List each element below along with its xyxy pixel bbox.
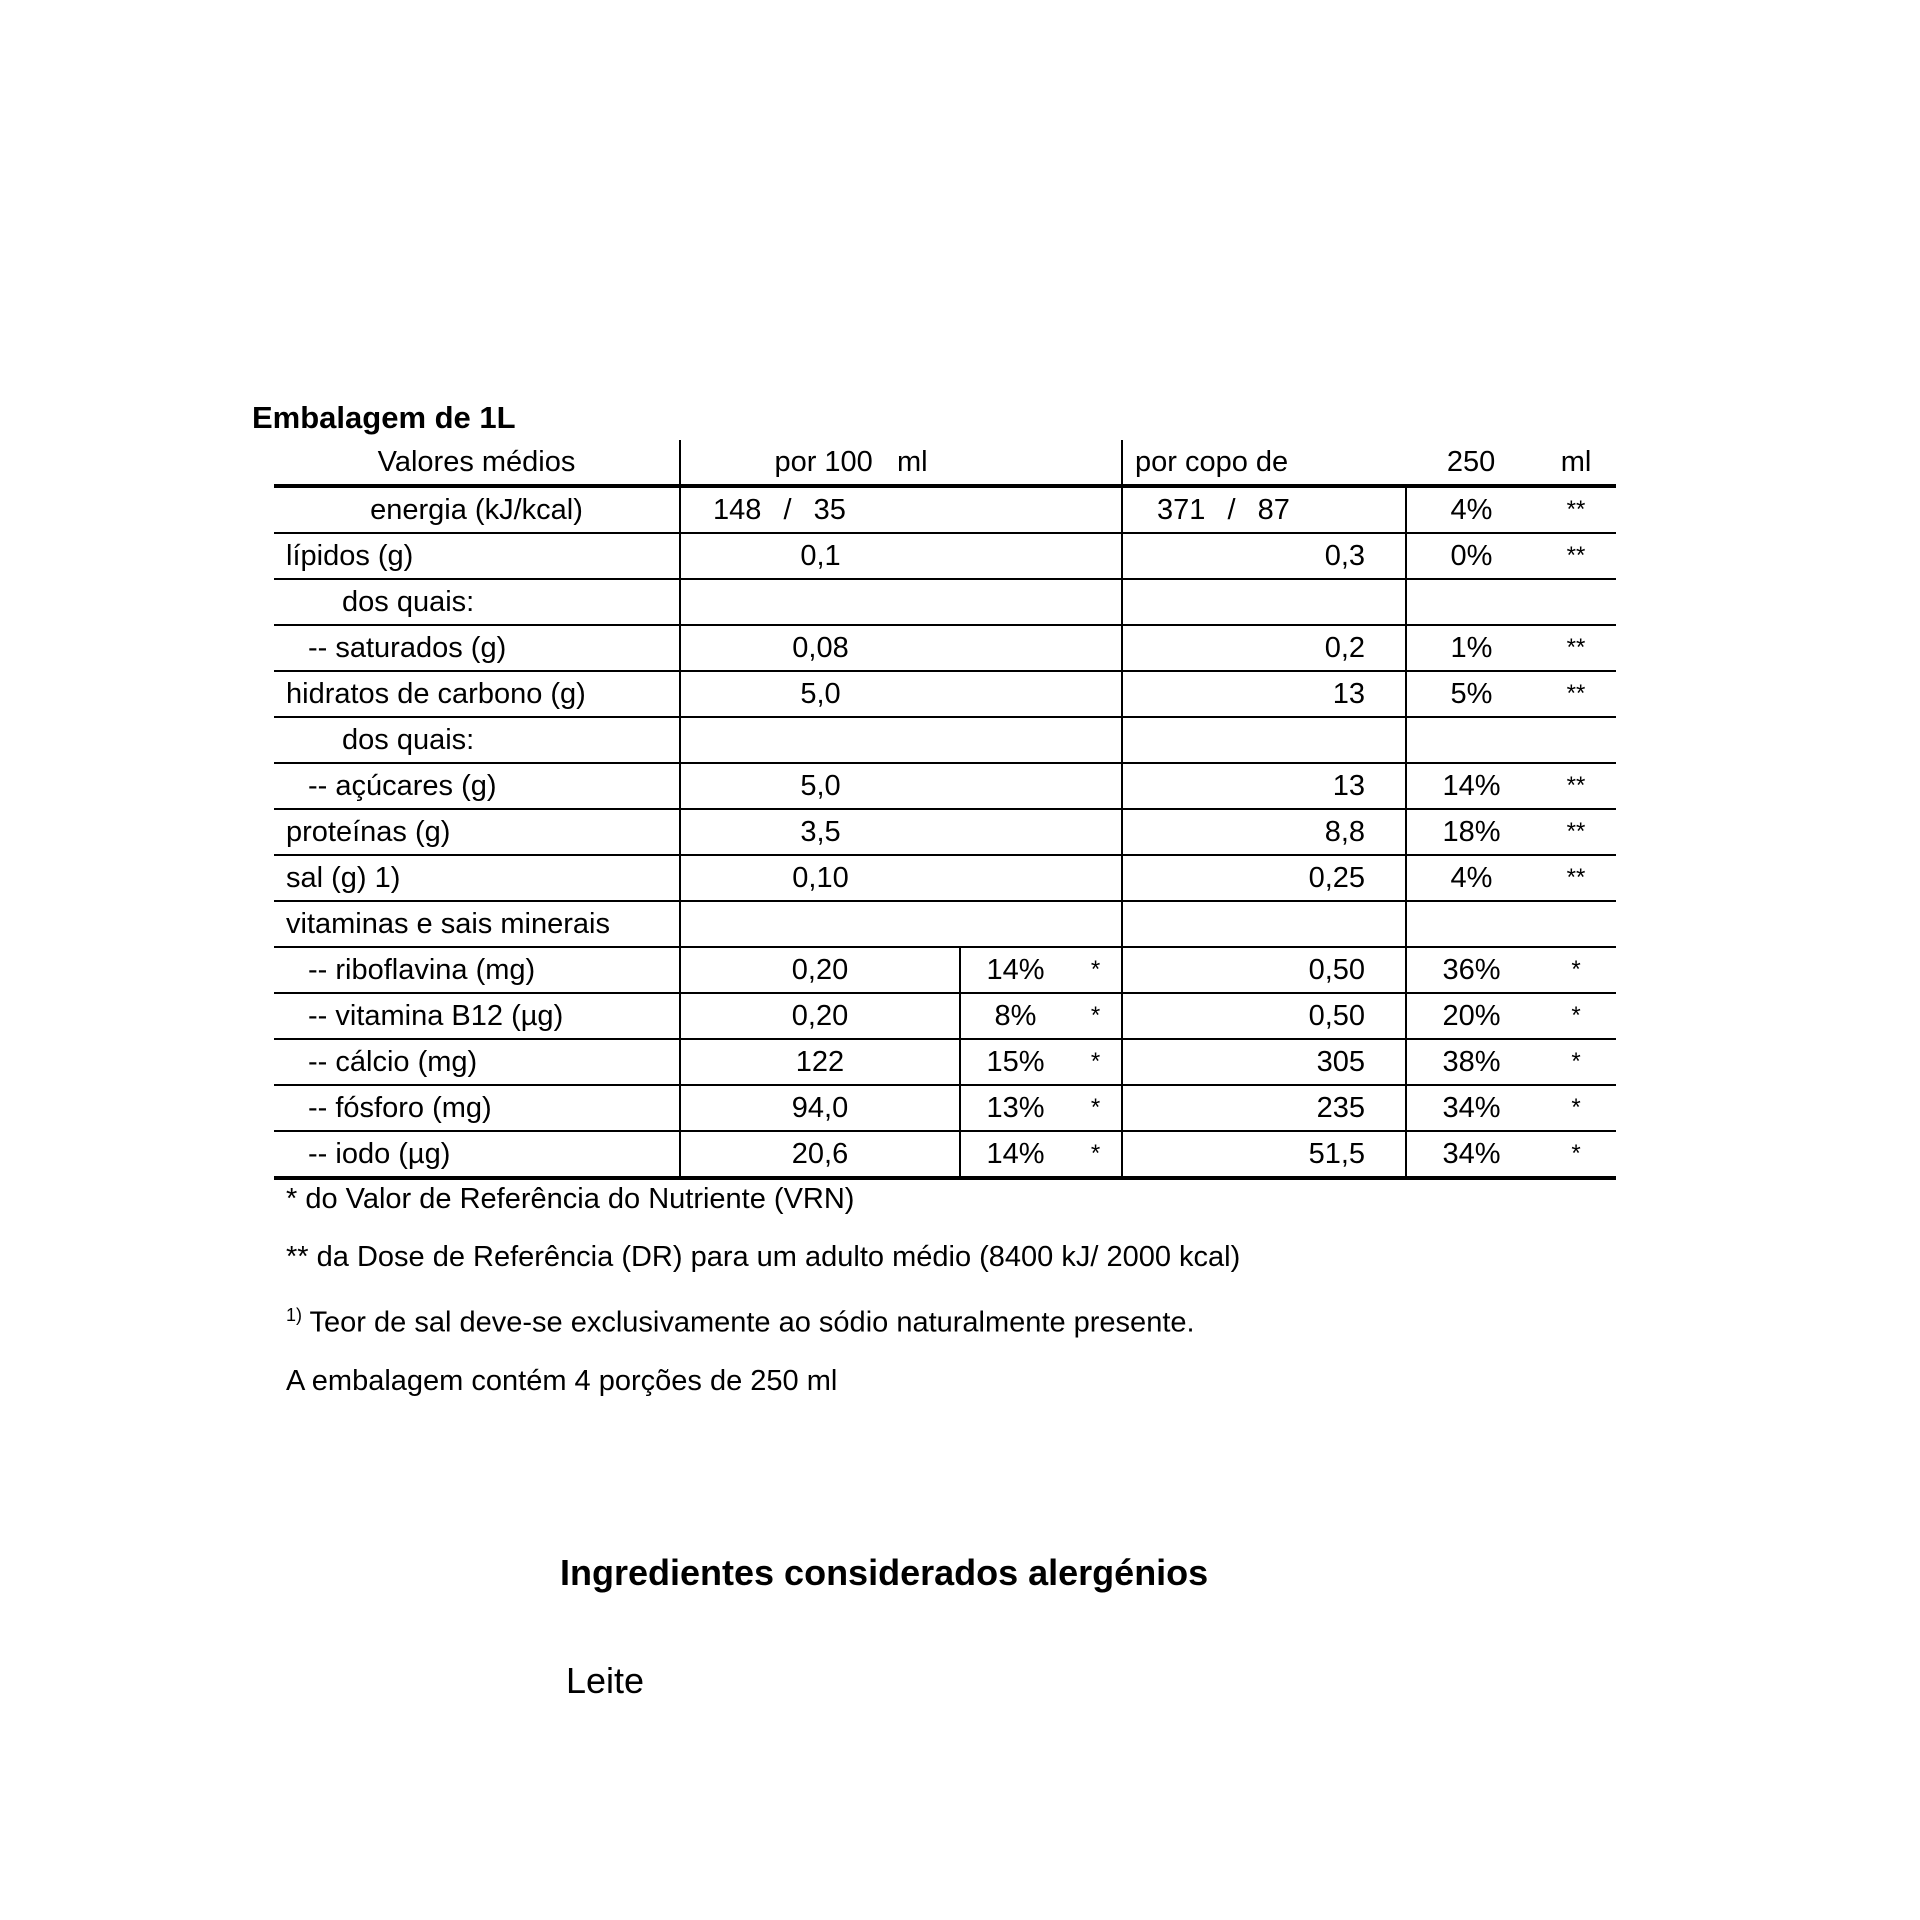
value-per-100ml: 0,08 xyxy=(680,625,960,671)
row-label: -- saturados (g) xyxy=(274,625,680,671)
row-label: -- riboflavina (mg) xyxy=(274,947,680,993)
value-per-100ml: 0,20 xyxy=(680,947,960,993)
table-row xyxy=(274,486,1616,533)
value-per-100ml: 122 xyxy=(680,1039,960,1085)
value-per-cup: 0,25 xyxy=(1122,855,1406,901)
value-per-cup: 0,50 xyxy=(1122,993,1406,1039)
row-label: -- cálcio (mg) xyxy=(274,1039,680,1085)
pct-cup: 1% xyxy=(1406,625,1536,671)
row-label: -- fósforo (mg) xyxy=(274,1085,680,1131)
ref-mark: * xyxy=(1536,993,1616,1039)
row-label: -- açúcares (g) xyxy=(274,763,680,809)
value-per-cup: 305 xyxy=(1122,1039,1406,1085)
header-per-100ml: por 100 ml xyxy=(680,440,1122,486)
value-per-cup: 51,5 xyxy=(1122,1131,1406,1178)
value-per-cup: 0,3 xyxy=(1122,533,1406,579)
ref-mark: * xyxy=(1536,947,1616,993)
row-label: sal (g) 1) xyxy=(274,855,680,901)
pct-100ml: 14% xyxy=(960,947,1070,993)
table-row xyxy=(274,533,1616,579)
value-per-100ml: 3,5 xyxy=(680,809,960,855)
ref-mark: ** xyxy=(1536,855,1616,901)
pct-cup: 5% xyxy=(1406,671,1536,717)
table-row xyxy=(274,855,1616,901)
pct-100ml: 15% xyxy=(960,1039,1070,1085)
pct-100ml: 14% xyxy=(960,1131,1070,1178)
row-label: dos quais: xyxy=(274,717,680,763)
header-per-cup: por copo de xyxy=(1122,440,1406,486)
ref-mark: ** xyxy=(1536,809,1616,855)
value-per-100ml: 20,6 xyxy=(680,1131,960,1178)
pct-cup: 34% xyxy=(1406,1085,1536,1131)
value-per-cup: 0,50 xyxy=(1122,947,1406,993)
label-title: Embalagem de 1L xyxy=(252,400,516,435)
table-row xyxy=(274,901,1616,947)
row-label: -- vitamina B12 (µg) xyxy=(274,993,680,1039)
row-label: lípidos (g) xyxy=(274,533,680,579)
pct-cup: 36% xyxy=(1406,947,1536,993)
footnote-dr: ** da Dose de Referência (DR) para um adulto médio (8400 kJ/ 2000 kcal) xyxy=(286,1241,1241,1273)
header-cup-unit: ml xyxy=(1536,440,1616,486)
ref-100ml: * xyxy=(1070,1039,1122,1085)
energy-per-100ml: 148 / 35 xyxy=(680,486,1122,533)
pct-cup: 14% xyxy=(1406,763,1536,809)
value-per-cup: 8,8 xyxy=(1122,809,1406,855)
footnote-salt: $^{1)}$ Teor de sal deve-se exclusivamente ao sódio naturalmente presente. xyxy=(286,1305,1195,1339)
header-values-label: Valores médios xyxy=(274,440,680,486)
ref-100ml: * xyxy=(1070,993,1122,1039)
pct-cup: 4% xyxy=(1406,855,1536,901)
table-header-row xyxy=(274,440,1616,486)
row-label: hidratos de carbono (g) xyxy=(274,671,680,717)
allergens-title: Ingredientes considerados alergénios xyxy=(560,1552,1209,1593)
ref-100ml: * xyxy=(1070,1131,1122,1178)
table-row xyxy=(274,1039,1616,1085)
value-per-100ml: 0,1 xyxy=(680,533,960,579)
pct-cup: 38% xyxy=(1406,1039,1536,1085)
ref-mark: ** xyxy=(1536,486,1616,533)
ref-100ml: * xyxy=(1070,1085,1122,1131)
value-per-100ml: 5,0 xyxy=(680,671,960,717)
row-label: vitaminas e sais minerais xyxy=(274,901,680,947)
value-per-100ml: 5,0 xyxy=(680,763,960,809)
ref-mark: * xyxy=(1536,1039,1616,1085)
pct-100ml xyxy=(960,533,1070,579)
row-label: energia (kJ/kcal) xyxy=(274,486,680,533)
value-per-100ml: 0,10 xyxy=(680,855,960,901)
ref-mark: * xyxy=(1536,1085,1616,1131)
ref-mark: ** xyxy=(1536,625,1616,671)
row-label: dos quais: xyxy=(274,579,680,625)
footnote-portions: A embalagem contém 4 porções de 250 ml xyxy=(286,1364,838,1397)
row-label: proteínas (g) xyxy=(274,809,680,855)
value-per-cup: 0,2 xyxy=(1122,625,1406,671)
value-per-100ml: 94,0 xyxy=(680,1085,960,1131)
pct-cup: 20% xyxy=(1406,993,1536,1039)
value-per-cup: 235 xyxy=(1122,1085,1406,1131)
pct-cup: 18% xyxy=(1406,809,1536,855)
pct-100ml: 13% xyxy=(960,1085,1070,1131)
allergen-item: Leite xyxy=(566,1660,645,1701)
pct-cup: 0% xyxy=(1406,533,1536,579)
table-row xyxy=(274,579,1616,625)
ref-100ml: * xyxy=(1070,947,1122,993)
ref-mark: ** xyxy=(1536,763,1616,809)
footnotes xyxy=(286,1170,1240,1410)
table-row xyxy=(274,671,1616,717)
footnote-vrn: * do Valor de Referência do Nutriente (VRN) xyxy=(286,1183,855,1215)
table-row xyxy=(274,1085,1616,1131)
ref-mark: * xyxy=(1536,1131,1616,1178)
value-per-cup: 13 xyxy=(1122,763,1406,809)
nutrition-table xyxy=(274,440,1616,1180)
ref-mark: ** xyxy=(1536,533,1616,579)
pct-100ml: 8% xyxy=(960,993,1070,1039)
header-cup-size: 250 xyxy=(1406,440,1536,486)
table-row xyxy=(274,809,1616,855)
pct-cup: 4% xyxy=(1406,486,1536,533)
value-per-cup: 13 xyxy=(1122,671,1406,717)
value-per-100ml: 0,20 xyxy=(680,993,960,1039)
table-row xyxy=(274,993,1616,1039)
ref-100ml xyxy=(1070,533,1122,579)
pct-cup: 34% xyxy=(1406,1131,1536,1178)
energy-per-cup: 371 / 87 xyxy=(1122,486,1406,533)
table-row xyxy=(274,947,1616,993)
table-row xyxy=(274,717,1616,763)
row-label: -- iodo (µg) xyxy=(274,1131,680,1178)
table-row xyxy=(274,763,1616,809)
table-row xyxy=(274,625,1616,671)
ref-mark: ** xyxy=(1536,671,1616,717)
